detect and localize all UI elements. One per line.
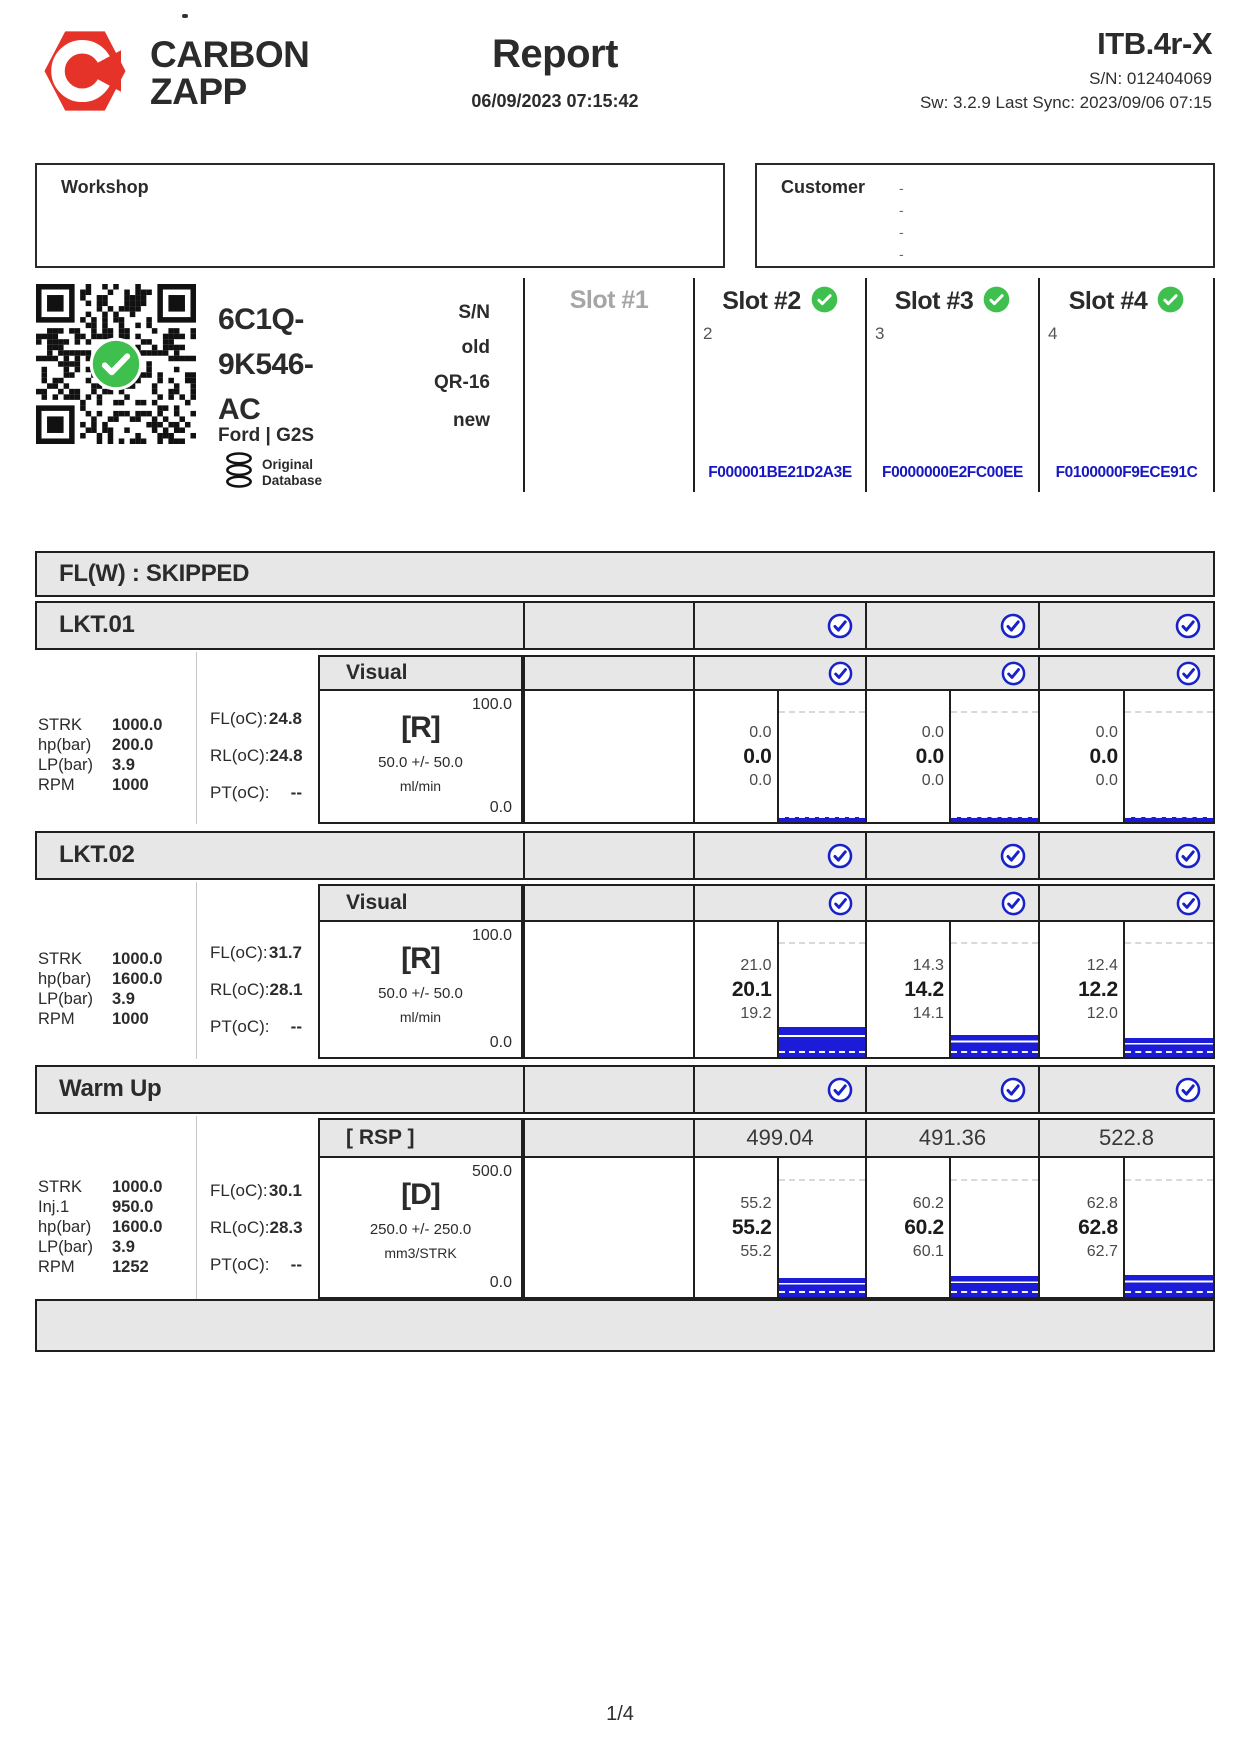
lkt01-slot4-result-cell: 0.0 0.0 0.0 [1038,689,1215,824]
slot3-injector-serial: F0000000E2FC00EE [882,464,1023,481]
pass-check-icon [1175,1077,1201,1103]
slot2-index: 2 [703,324,713,343]
lkt01-slot4-visual-cell [1038,655,1215,691]
pass-check-icon [1000,613,1026,639]
lkt02-slot4-banner-cell [1038,831,1215,880]
ref-label: QR-16 [434,372,490,393]
lkt02-measure-cell [318,920,523,1059]
slot1-label: Slot #1 [569,286,649,314]
axis-max: 100.0 [471,696,512,713]
measure-symbol: [R] [401,942,440,975]
slot3-index: 3 [875,324,885,343]
pass-check-icon [1176,661,1201,686]
axis-min: 0.0 [489,1034,512,1051]
pass-check-icon [1175,613,1201,639]
slot4-ok-check-icon [1157,286,1184,320]
measure-tolerance: 50.0 +/- 50.0 [378,985,463,1002]
measure-symbol: [R] [401,711,440,744]
pass-check-icon [1176,891,1201,916]
measure-unit: ml/min [399,1009,442,1025]
lkt01-measure-cell [318,689,523,824]
result-bar-chart [777,1158,865,1297]
device-serial: S/N: 012404069 [1089,69,1212,88]
lkt02-test-params: STRK 1000.0 hp(bar) 1600.0 LP(bar) 3.9 RPM 1000 [38,950,163,1028]
customer-field: - [899,246,904,262]
slot3-label: Slot #3 [894,287,974,315]
warmup-slot2-rsp-value: 499.04 [693,1118,867,1158]
lkt01-slot3-banner-cell [865,601,1040,650]
fl-skipped-banner: FL(W) : SKIPPED [35,551,1215,597]
ref-label: S/N [458,302,490,323]
pass-check-icon [1000,1077,1026,1103]
lkt02-slot3-result-cell: 14.3 14.2 14.1 [865,920,1040,1059]
page-title: Report [492,32,618,76]
label-divider [196,882,197,1059]
lkt01-visual-label-cell: Visual [318,655,523,691]
lkt01-slot2-result-cell: 0.0 0.0 0.0 [693,689,867,824]
warmup-title-cell: Warm Up [35,1065,525,1114]
warmup-slot3-result-cell: 60.2 60.2 60.1 [865,1156,1040,1299]
lkt01-title-cell: LKT.01 [35,601,525,650]
slot2-header [693,278,867,492]
result-bar-chart [949,922,1038,1057]
lkt01-slot4-banner-cell [1038,601,1215,650]
lkt02-slot1-banner-cell [523,831,695,880]
warmup-slot2-banner-cell [693,1065,867,1114]
slot4-label: Slot #4 [1068,287,1148,315]
lkt02-temperatures: FL(oC): 31.7 RL(oC): 28.1 PT(oC): -- [210,942,303,1036]
slot3-ok-check-icon [983,286,1010,320]
lkt02-slot1-result-cell [523,920,695,1059]
qr-reference-labels [360,302,490,445]
lkt01-slot3-visual-cell [865,655,1040,691]
carbonzapp-logo-icon [38,26,132,116]
device-sync-info: Sw: 3.2.9 Last Sync: 2023/09/06 07:15 [919,93,1212,112]
lkt02-visual-label-cell: Visual [318,884,523,922]
scan-artifact-dot [182,14,188,18]
lkt02-slot3-banner-cell [865,831,1040,880]
lkt01-slot2-banner-cell [693,601,867,650]
slot4-header [1038,278,1215,492]
warmup-slot1-result-cell [523,1156,695,1299]
slot2-label: Slot #2 [722,287,801,315]
workshop-box [35,163,725,268]
axis-max: 500.0 [471,1163,512,1180]
axis-max: 100.0 [471,927,512,944]
lkt02-slot2-visual-cell [693,884,867,922]
lkt01-temperatures: FL(oC): 24.8 RL(oC): 24.8 PT(oC): -- [210,708,303,802]
slot4-injector-serial: F0100000F9ECE91C [1055,464,1198,481]
measure-tolerance: 250.0 +/- 250.0 [369,1221,472,1238]
warmup-measure-cell [318,1156,523,1299]
lkt02-slot4-result-cell: 12.4 12.2 12.0 [1038,920,1215,1059]
lkt01-slot1-visual-cell [523,655,695,691]
warmup-slot4-rsp-value: 522.8 [1038,1118,1215,1158]
lkt01-test-params: STRK 1000.0 hp(bar) 200.0 LP(bar) 3.9 RPM 1000 [38,716,163,794]
lkt02-slot2-banner-cell [693,831,867,880]
part-line: 6C1Q- [218,303,304,336]
lkt02-slot1-visual-cell [523,884,695,922]
lkt01-slot1-result-cell [523,689,695,824]
result-bar-chart [1123,1158,1213,1297]
axis-min: 0.0 [489,1274,512,1291]
injector-part-number [218,297,313,432]
lkt01-slot1-banner-cell [523,601,695,650]
part-line: AC [218,393,261,426]
pass-check-icon [828,661,853,686]
result-bar-chart [1123,691,1213,822]
measure-symbol: [D] [401,1178,440,1211]
lkt02-title-cell: LKT.02 [35,831,525,880]
pass-check-icon [828,891,853,916]
result-bar-chart [777,691,865,822]
lkt01-slot3-result-cell: 0.0 0.0 0.0 [865,689,1040,824]
result-bar-chart [777,922,865,1057]
workshop-label: Workshop [61,177,149,197]
slot2-injector-serial: F000001BE21D2A3E [708,464,852,481]
report-header [400,32,710,112]
pass-check-icon [827,613,853,639]
pass-check-icon [827,843,853,869]
customer-empty-fields [899,177,904,265]
pass-check-icon [1001,661,1026,686]
lkt02-slot2-result-cell: 21.0 20.1 19.2 [693,920,867,1059]
table-footer-band [35,1299,1215,1352]
warmup-test-params: STRK 1000.0 Inj.1 950.0 hp(bar) 1600.0 LP(bar) 3.9 RPM 1252 [38,1178,163,1276]
warmup-slot4-banner-cell [1038,1065,1215,1114]
page-number: 1/4 [606,1703,634,1725]
vehicle-info: Ford | G2S [218,425,315,446]
report-datetime: 06/09/2023 07:15:42 [471,91,639,111]
lkt02-slot4-visual-cell [1038,884,1215,922]
part-line: 9K546- [218,348,314,381]
customer-field: - [899,224,904,240]
warmup-slot2-result-cell: 55.2 55.2 55.2 [693,1156,867,1299]
brand-wordmark [150,36,309,110]
warmup-rsp-label-cell: [ RSP ] [318,1118,523,1158]
customer-box [755,163,1215,268]
pass-check-icon [827,1077,853,1103]
slot3-header [865,278,1040,492]
warmup-slot4-result-cell: 62.8 62.8 62.7 [1038,1156,1215,1299]
warmup-slot3-rsp-value: 491.36 [865,1118,1040,1158]
pass-check-icon [1001,891,1026,916]
axis-min: 0.0 [489,799,512,816]
lkt01-slot2-visual-cell [693,655,867,691]
pass-check-icon [1000,843,1026,869]
measure-tolerance: 50.0 +/- 50.0 [378,754,463,771]
warmup-slot3-banner-cell [865,1065,1040,1114]
customer-field: - [899,202,904,218]
result-bar-chart [1123,922,1213,1057]
database-label: Original Database [262,456,323,488]
slot1-header [523,278,695,492]
warmup-temperatures: FL(oC): 30.1 RL(oC): 28.3 PT(oC): -- [210,1180,303,1274]
device-model: ITB.4r-X [1097,26,1212,61]
brand-line2: ZAPP [150,71,247,112]
result-bar-chart [949,1158,1038,1297]
slot4-index: 4 [1048,324,1058,343]
customer-label: Customer [781,177,866,197]
ref-label: new [453,410,490,431]
device-header [920,26,1212,113]
label-divider [196,652,197,824]
ref-label: old [461,337,490,358]
label-divider [196,1116,197,1299]
measure-unit: mm3/STRK [384,1245,457,1261]
qr-verified-check-icon [89,337,143,391]
pass-check-icon [1175,843,1201,869]
brand-line1: CARBON [150,34,310,75]
customer-field: - [899,180,904,196]
warmup-slot1-banner-cell [523,1065,695,1114]
result-bar-chart [949,691,1038,822]
slot2-ok-check-icon [811,286,838,320]
warmup-slot1-rsp-cell [523,1118,695,1158]
lkt02-slot3-visual-cell [865,884,1040,922]
database-icon [224,452,254,493]
database-row [224,452,322,493]
measure-unit: ml/min [399,778,442,794]
